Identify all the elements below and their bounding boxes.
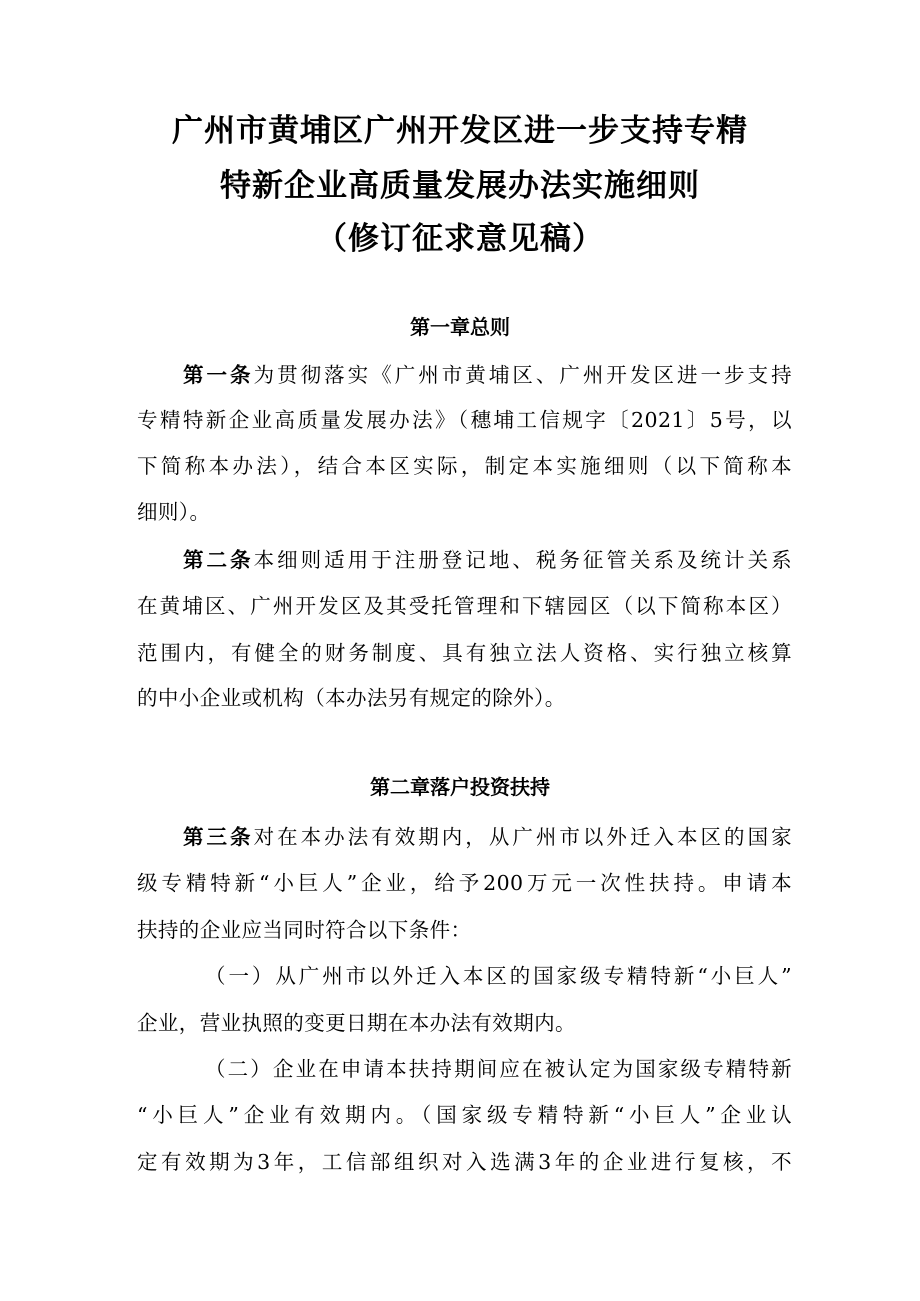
document-title-line-1: 广州市黄埔区广州开发区进一步支持专精	[172, 113, 748, 149]
article-3-line-2: 级专精特新“小巨人”企业，给予200万元一次性扶持。申请本	[137, 871, 792, 895]
article-1-line-1: 为贯彻落实《广州市黄埔区、广州开发区进一步支持	[253, 363, 792, 387]
article-1-line-4: 细则）。	[137, 500, 211, 524]
article-2-line-2: 在黄埔区、广州开发区及其受托管理和下辖园区（以下简称本区）	[137, 594, 792, 618]
condition-2-line-2: “小巨人”企业有效期内。（国家级专精特新“小巨人”企业认	[137, 1103, 792, 1127]
article-2-line-4: 的中小企业或机构（本办法另有规定的除外）。	[137, 686, 566, 710]
article-1-first-line	[183, 360, 792, 390]
article-1-label: 第一条	[183, 363, 254, 387]
chapter-heading-2: 第二章落户投资扶持	[370, 775, 550, 799]
condition-2-line-1: （二）企业在申请本扶持期间应在被认定为国家级专精特新	[205, 1057, 792, 1081]
chapter-heading-1: 第一章总则	[410, 315, 510, 339]
article-2-first-line	[183, 545, 792, 575]
document-title-line-3: （修订征求意见稿）	[316, 221, 604, 257]
article-3-label: 第三条	[183, 825, 254, 849]
condition-2-line-3: 定有效期为3年，工信部组织对入选满3年的企业进行复核，不	[137, 1150, 792, 1174]
article-1-line-3: 下简称本办法），结合本区实际，制定本实施细则（以下简称本	[137, 454, 792, 478]
article-3-line-1: 对在本办法有效期内，从广州市以外迁入本区的国家	[253, 825, 792, 849]
article-1-line-2: 专精特新企业高质量发展办法》（穗埔工信规字〔2021〕5号，以	[137, 408, 792, 432]
article-3-line-3: 扶持的企业应当同时符合以下条件：	[137, 918, 472, 942]
condition-1-line-1: （一）从广州市以外迁入本区的国家级专精特新“小巨人”	[205, 964, 792, 988]
article-2-line-1: 本细则适用于注册登记地、税务征管关系及统计关系	[253, 548, 792, 572]
article-2-label: 第二条	[183, 548, 254, 572]
article-3-first-line	[183, 822, 792, 852]
article-2-line-3: 范围内，有健全的财务制度、具有独立法人资格、实行独立核算	[137, 641, 792, 665]
document-title-line-2: 特新企业高质量发展办法实施细则	[220, 168, 700, 204]
condition-1-line-2: 企业，营业执照的变更日期在本办法有效期内。	[137, 1011, 576, 1035]
